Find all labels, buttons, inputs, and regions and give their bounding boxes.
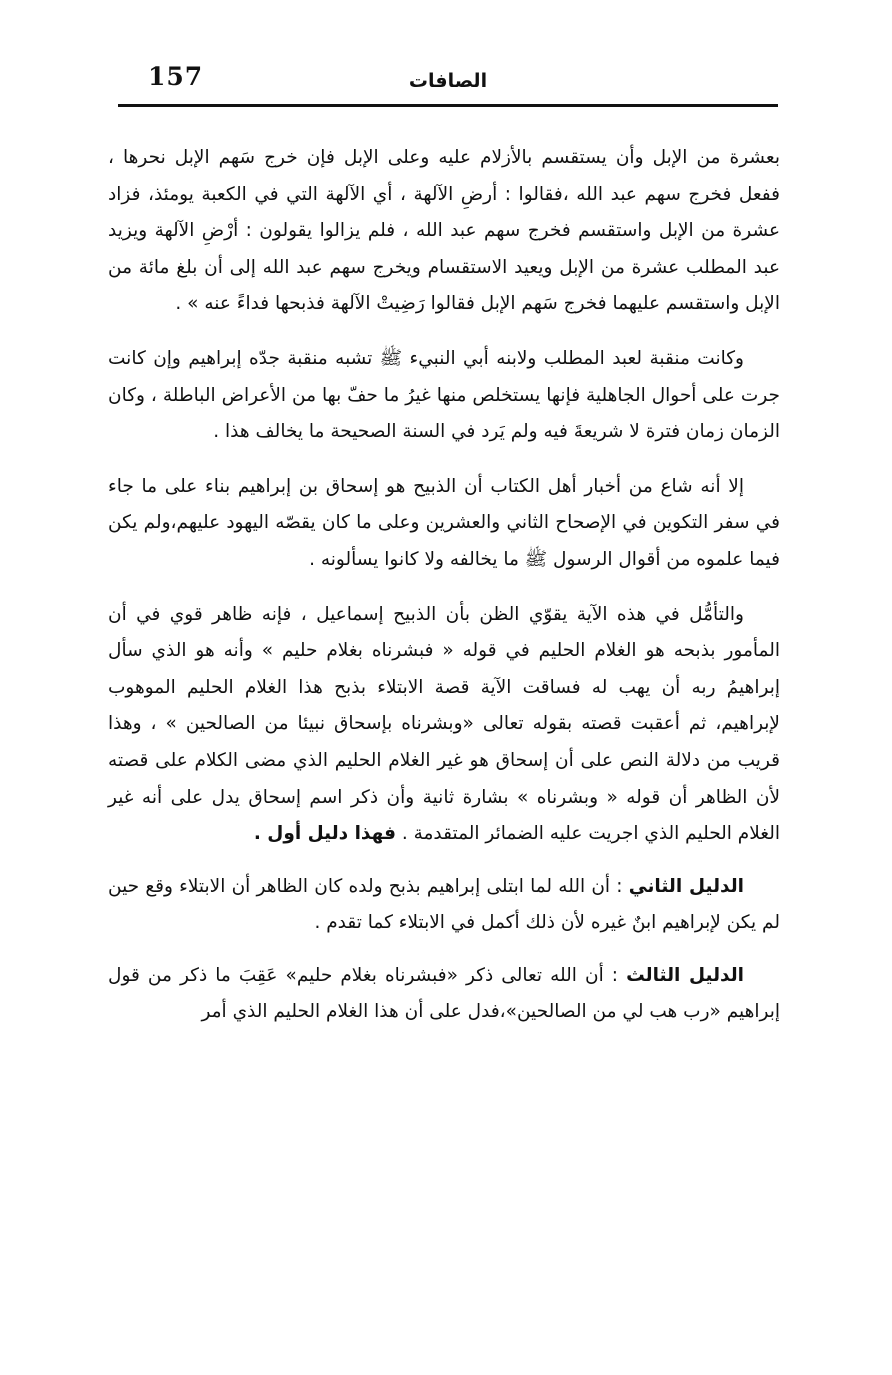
paragraph-6-text: : أن الله تعالى ذكر «فبشرناه بغلام حليم» عَقِبَ ما ذكر من قول إبراهيم «رب هب لي من الصالحين»،فدل على أن هذا الغلام الحليم الذي أمر xyxy=(108,964,780,1023)
running-title: الصافات xyxy=(408,70,488,92)
paragraph-6 xyxy=(108,958,780,1031)
paragraph-4-text: والتأمُّل في هذه الآية يقوّي الظن بأن الذبيح إسماعيل ، فإنه ظاهر قوي في أن المأمور بذبحه هو الغلام الحليم في قوله « فبشرناه بغلام حليم » وأنه هو الذي سأل إبراهيمُ ربه أن يهب له فساقت الآية قصة الابتلاء بذبح هذا الغلام الحليم الموهوب لإبراهيم، ثم أعقبت قصته بقوله تعالى «وبشرناه بإسحاق نبيئا من الصالحين » ، وهذا قريب من دلالة النص على أن إسحاق هو غير الغلام الحليم الذي مضى الكلام على قصته لأن الظاهر أن قوله « وبشرناه » بشارة ثانية وأن ذكر اسم إسحاق يدل على أنه غير الغلام الحليم الذي اجريت عليه الضمائر المتقدمة . xyxy=(108,603,780,845)
page-number: 157 xyxy=(148,62,204,91)
paragraph-1: بعشرة من الإبل وأن يستقسم بالأزلام عليه وعلى الإبل فإن خرج سَهم الإبل نحرها ، ففعل فخرج سهم عبد الله ،فقالوا : أرضِ الآلهة ، أي الآلهة التي في الكعبة يومئذ، فزاد عشرة من الإبل واستقسم فخرج سهم عبد الله ، فلم يزالوا يقولون : أرْضِ الآلهة ويزيد عبد المطلب عشرة من الإبل ويعيد الاستقسام ويخرج سهم عبد الله إلى أن بلغ مائة من الإبل واستقسم عليهما فخرج سَهم الإبل فقالوا رَضِيتْ الآلهة فذبحها فداءً عنه » . xyxy=(108,147,780,315)
second-evidence-label: الدليل الثاني xyxy=(628,875,744,897)
third-evidence-label: الدليل الثالث xyxy=(626,964,745,986)
paragraph-4 xyxy=(108,597,780,853)
paragraph-5 xyxy=(108,869,780,942)
paragraph-2: وكانت منقبة لعبد المطلب ولابنه أبي النبيء ﷺ تشبه منقبة جدّه إبراهيم وإن كانت جرت على أحوال الجاهلية فإنها يستخلص منها غيرُ ما حفّ بها من الأعراض الباطلة ، وكان الزمان زمان فترة لا شريعةَ فيه ولم يَرد في السنة الصحيحة ما يخالف هذا . xyxy=(108,347,780,443)
paragraph-5-text: : أن الله لما ابتلى إبراهيم بذبح ولده كان الظاهر أن الابتلاء وقع حين لم يكن لإبراهيم ابنٌ غيره لأن ذلك أكمل في الابتلاء كما تقدم . xyxy=(108,875,780,934)
page-header xyxy=(118,58,778,107)
paragraph-4-conclusion: فهذا دليل أول . xyxy=(253,823,396,845)
body-text xyxy=(108,140,780,1031)
paragraph-3: إلا أنه شاع من أخبار أهل الكتاب أن الذبيح هو إسحاق بن إبراهيم بناء على ما جاء في سفر التكوين في الإصحاح الثاني والعشرين وعلى ما كان يقصّه اليهود عليهم،ولم يكن فيما علموه من أقوال الرسول ﷺ ما يخالفه ولا كانوا يسألونه . xyxy=(108,475,780,570)
